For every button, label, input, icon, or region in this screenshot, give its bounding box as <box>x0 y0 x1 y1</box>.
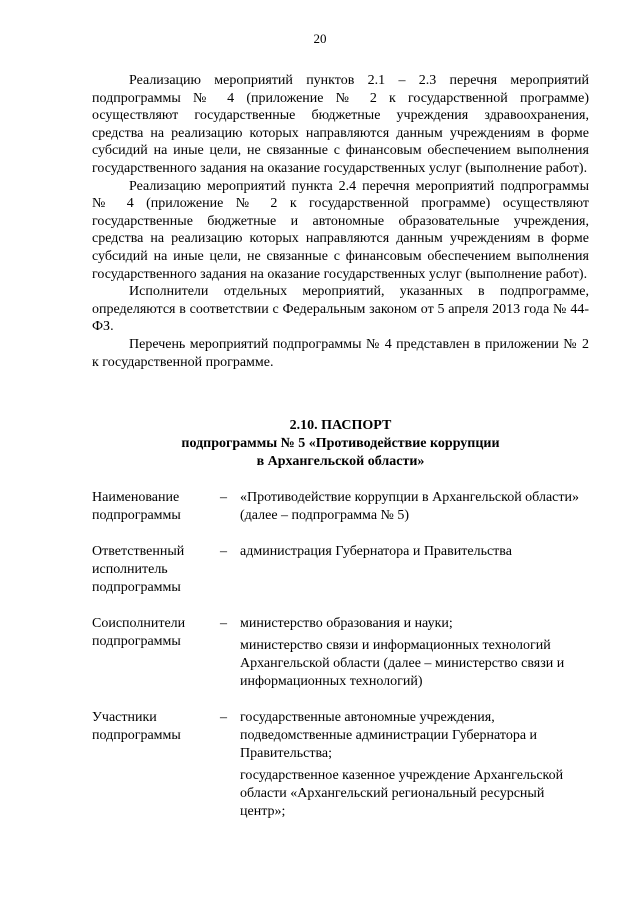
heading-line: в Архангельской области» <box>256 454 425 469</box>
passport-row-label: Соисполнители подпрограммы <box>92 616 186 649</box>
passport-row-value <box>240 543 592 597</box>
paragraph: Реализацию мероприятий пунктов 2.1 – 2.3 перечня мероприятий подпрограммы № 4 (приложение № 2 к государственной программе) осуществляют государственные бюджетные учреждения здравоохранения, средства на реализацию которых направляются данным учреждениям в форме субсидий на иные цели, не связанные с финансовым обеспечением выполнения государственного задания на оказание государственных услуг (выполнение работ). <box>92 73 589 176</box>
passport-value-line: государственное казенное учреждение Архангельской области «Архангельский региональный ресурсный центр»; <box>240 768 564 819</box>
passport-row-value <box>240 709 592 821</box>
heading-line: 2.10. ПАСПОРТ <box>289 418 392 433</box>
passport-row-value <box>240 489 592 525</box>
passport-row-dash: – <box>220 544 227 559</box>
paragraph: Реализацию мероприятий пункта 2.4 перечня мероприятий подпрограммы № 4 (приложение № 2 к государственной программе) осуществляют государственные бюджетные и автономные образовательные учреждения, средства на реализацию которых направляются данным учреждениям в форме субсидий на иные цели, не связанные с финансовым обеспечением выполнения государственного задания на оказание государственных услуг (выполнение работ). <box>92 178 589 282</box>
passport-value-line: министерство связи и информационных технологий Архангельской области (далее – министерство связи и информационных технологий) <box>240 638 565 689</box>
passport-value-line: министерство образования и науки; <box>240 616 453 631</box>
passport-row-dash: – <box>220 710 227 725</box>
passport-row-coexecutors <box>92 615 592 691</box>
passport-row-label: Участники подпрограммы <box>92 710 181 743</box>
page-number: 20 <box>313 31 327 46</box>
passport-value-line: администрация Губернатора и Правительства <box>240 544 512 559</box>
passport-value-line: государственные автономные учреждения, подведомственные администрации Губернатора и Правительства; <box>240 710 538 761</box>
passport-row-dash: – <box>220 490 227 505</box>
section-heading <box>92 417 589 471</box>
body-text <box>92 72 589 371</box>
passport-table <box>92 489 592 839</box>
passport-row-dash: – <box>220 616 227 631</box>
paragraph: Перечень мероприятий подпрограммы № 4 представлен в приложении № 2 к государственной программе. <box>92 336 589 370</box>
heading-line: подпрограммы № 5 «Противодействие коррупции <box>181 436 500 451</box>
passport-row-label: Наименование подпрограммы <box>92 490 181 523</box>
passport-row-participants <box>92 709 592 821</box>
passport-row-responsible <box>92 543 592 597</box>
passport-row-name <box>92 489 592 525</box>
passport-value-line: «Противодействие коррупции в Архангельской области» (далее – подпрограмма № 5) <box>240 490 579 523</box>
paragraph: Исполнители отдельных мероприятий, указанных в подпрограмме, определяются в соответствии с Федеральным законом от 5 апреля 2013 года № 44-ФЗ. <box>92 284 589 335</box>
passport-row-label: Ответственный исполнитель подпрограммы <box>92 544 185 595</box>
passport-row-value <box>240 615 592 691</box>
